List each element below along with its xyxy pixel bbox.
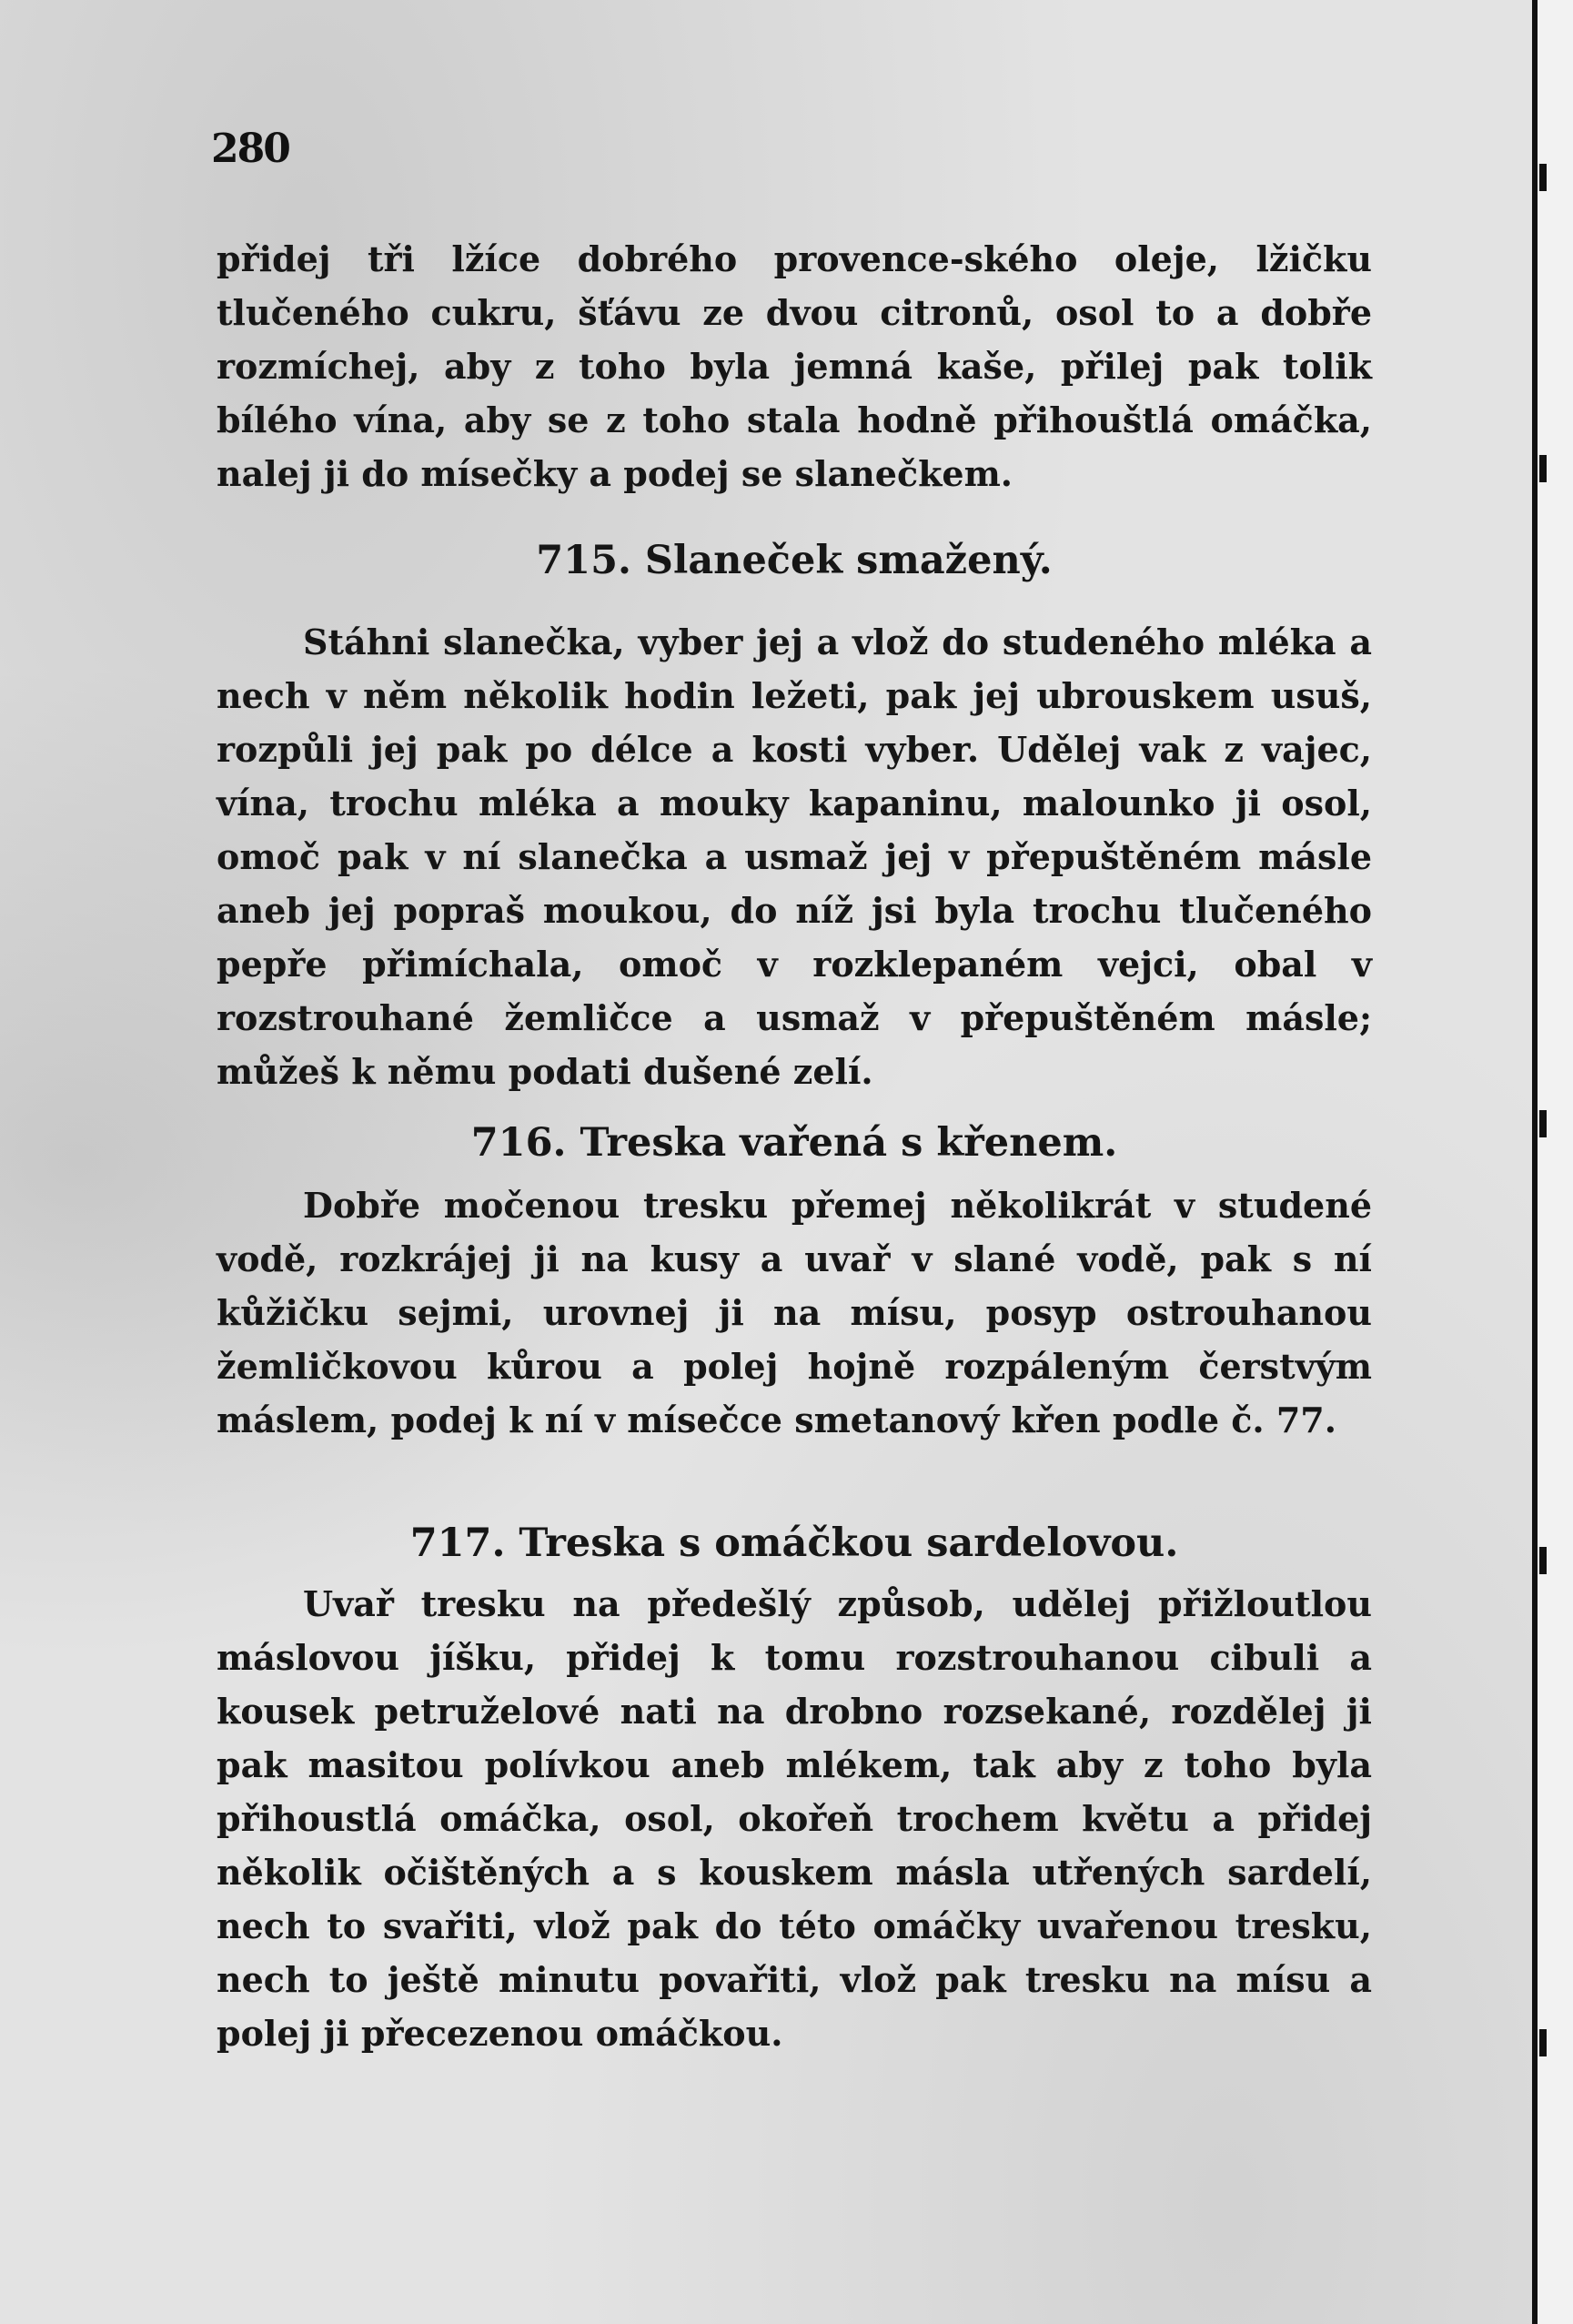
page-number: 280 xyxy=(211,126,289,172)
edge-mark xyxy=(1539,1110,1547,1137)
edge-mark xyxy=(1539,1547,1547,1574)
recipe-heading-717: 717. Treska s omáčkou sardelovou. xyxy=(409,1521,1179,1566)
edge-mark xyxy=(1539,455,1547,482)
recipe-text-717: Uvař tresku na předešlý způsob, udělej přižloutlou máslovou jíšku, přidej k tomu rozstrouhanou cibuli a kousek petruželové nati na drobno rozsekané, rozdělej ji pak masitou polívkou aneb mlékem, tak aby z toho byla přihoustlá omáčka, osol, okořeň trochem květu a přidej několik očištěných a s kouskem másla utřených sardelí, nech to svařiti, vlož pak do této omáčky uvařenou tresku, nech to ještě minutu povařiti, vlož pak tresku na mísu a polej ji přecezenou omáčkou. xyxy=(217,1583,1372,2054)
recipe-heading-716: 716. Treska vařená s křenem. xyxy=(470,1120,1118,1166)
recipe-text-715: Stáhni slanečka, vyber jej a vlož do studeného mléka a nech v něm několik hodin ležeti, pak jej ubrouskem usuš, rozpůli jej pak po délce a kosti vyber. Udělej vak z vajec, vína, trochu mléka a mouky kapaninu, malounko ji osol, omoč pak v ní slanečka a usmaž jej v přepuštěném másle aneb jej popraš moukou, do níž jsi byla trochu tlučeného pepře přimíchala, omoč v rozklepaném vejci, obal v rozstrouhané žemličce a usmaž v přepuštěném másle; můžeš k němu podati dušené zelí. xyxy=(217,621,1372,1092)
recipe-heading-715: 715. Slaneček smažený. xyxy=(536,538,1053,583)
edge-mark xyxy=(1539,164,1547,191)
intro-paragraph: přidej tři lžíce dobrého provence-ského oleje, lžičku tlučeného cukru, šťávu ze dvou citronů, osol to a dobře rozmíchej, aby z toho byla jemná kaše, přilej pak tolik bílého vína, aby se z toho stala hodně přihouštlá omáčka, nalej ji do mísečky a podej se slanečkem. xyxy=(217,238,1372,494)
recipe-text-716: Dobře močenou tresku přemej několikrát v studené vodě, rozkrájej ji na kusy a uvař v slané vodě, pak s ní kůžičku sejmi, urovnej ji na mísu, posyp ostrouhanou žemličkovou kůrou a polej hojně rozpáleným čerstvým máslem, podej k ní v mísečce smetanový křen podle č. 77. xyxy=(217,1185,1372,1440)
page-edge xyxy=(1532,0,1573,2324)
edge-mark xyxy=(1539,2029,1547,2056)
